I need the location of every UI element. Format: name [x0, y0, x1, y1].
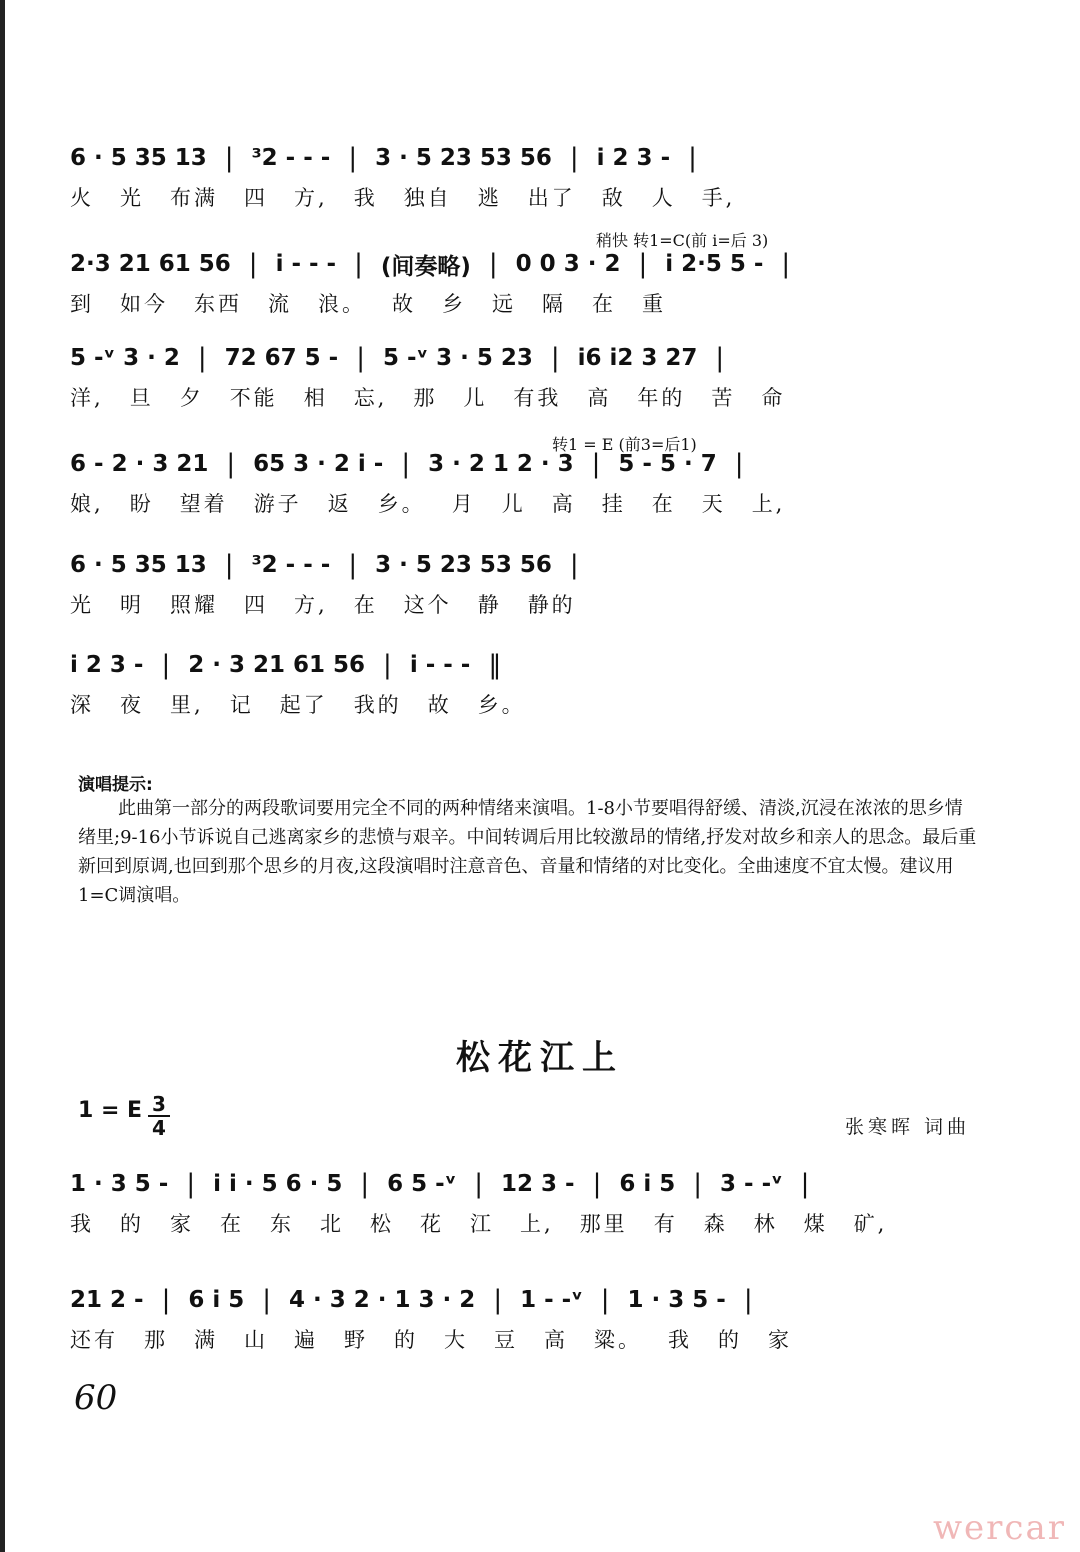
lyric-syllable: 夕 — [179, 386, 204, 410]
barline: | — [360, 1169, 370, 1199]
left-edge-rule — [0, 0, 5, 1552]
lyric-syllable: 大 — [444, 1328, 468, 1352]
lyric-syllable: 挂 — [601, 492, 626, 516]
lyric-syllable: 花 — [420, 1212, 444, 1236]
lyric-syllable: 乡 — [442, 292, 466, 316]
note-group: 21 2 - — [70, 1287, 144, 1313]
tips-body: 此曲第一部分的两段歌词要用完全不同的两种情绪来演唱。1-8小节要唱得舒缓、清淡,沉浸在浓浓的思乡情绪里;9-16小节诉说自己逃离家乡的悲愤与艰辛。中间转调后用比较激昂的情绪,抒发对故乡和亲人的思念。最后重新回到原调,也回到那个思乡的月夜,这段演唱时注意音色、音量和情绪的对比变化。全曲速度不宜太慢。建议用1=C调演唱。 — [78, 798, 977, 906]
note-group: 3 · 5 23 53 56 — [375, 552, 552, 578]
note-group: 3 - -ᵛ — [720, 1171, 783, 1197]
note-group: ³2 - - - — [251, 145, 331, 171]
lyric-syllable: 家 — [768, 1328, 792, 1352]
lyric-syllable: 流 — [268, 292, 292, 316]
lyric-syllable: 的 — [120, 1212, 144, 1236]
lyric-syllable: 还有 — [70, 1328, 118, 1352]
barline: | — [493, 1285, 503, 1315]
lyric-syllable: 敌 — [601, 186, 626, 210]
lyric-syllable: 返 — [327, 492, 352, 516]
barline: | — [800, 1169, 810, 1199]
note-group: 0 0 3 · 2 — [515, 251, 621, 277]
lyrics-row — [70, 1320, 980, 1358]
lyric-syllable: 这个 — [403, 593, 452, 617]
page-number: 60 — [74, 1378, 118, 1418]
lyric-syllable: 的 — [718, 1328, 742, 1352]
lyric-syllable: 不能 — [229, 386, 278, 410]
barline: | — [715, 343, 725, 373]
lyric-syllable: 里, — [170, 693, 204, 717]
lyric-syllable: 静的 — [527, 593, 576, 617]
meter-top: 3 — [152, 1092, 166, 1116]
lyric-syllable: 粱。 — [594, 1328, 642, 1352]
score-system-4 — [70, 444, 980, 522]
lyric-syllable: 明 — [120, 593, 144, 617]
note-group: i i · 5 6 · 5 — [213, 1171, 343, 1197]
lyric-syllable: 在 — [592, 292, 616, 316]
notation-row — [70, 545, 980, 585]
key-change-annotation: 转1 = E (前3=后1) — [552, 435, 697, 454]
lyric-syllable: 有 — [653, 1212, 678, 1236]
lyric-syllable: 起了 — [279, 693, 328, 717]
lyric-syllable: 故 — [427, 693, 452, 717]
note-group: i 2·5 5 - — [665, 251, 764, 277]
lyric-syllable: 苦 — [711, 386, 736, 410]
lyrics-row — [70, 378, 980, 416]
note-group: 5 -ᵛ 3 · 2 — [70, 345, 180, 371]
note-group: 5 - 5 · 7 — [618, 451, 717, 477]
notation-row — [70, 444, 980, 484]
barline: | — [226, 449, 236, 479]
lyric-syllable: 远 — [492, 292, 516, 316]
lyric-syllable: 四 — [244, 186, 268, 210]
barline: | — [262, 1285, 272, 1315]
lyric-syllable: 乡。 — [377, 492, 426, 516]
lyric-syllable: 高 — [551, 492, 576, 516]
notation-row — [70, 138, 980, 178]
barline: | — [248, 249, 258, 279]
lyric-syllable: 月 — [451, 492, 476, 516]
notation-row — [70, 338, 980, 378]
lyric-syllable: 望着 — [179, 492, 228, 516]
note-group: 72 67 5 - — [224, 345, 339, 371]
lyric-syllable: 野 — [344, 1328, 368, 1352]
barline: | — [592, 1169, 602, 1199]
lyric-syllable: 隔 — [542, 292, 566, 316]
lyric-syllable: 在 — [353, 593, 378, 617]
lyric-syllable: 四 — [244, 593, 268, 617]
note-group: 4 · 3 2 · 1 3 · 2 — [289, 1287, 476, 1313]
barline: | — [224, 143, 234, 173]
barline: | — [161, 1285, 171, 1315]
score-system-6 — [70, 645, 980, 723]
barline: | — [550, 343, 560, 373]
lyric-syllable: 光 — [70, 593, 94, 617]
lyric-syllable: 到 — [70, 292, 94, 316]
barline: ‖ — [488, 650, 502, 680]
lyric-syllable: 那 — [413, 386, 438, 410]
lyric-syllable: 煤 — [803, 1212, 828, 1236]
lyric-syllable: 火 — [70, 186, 94, 210]
notation-row — [70, 1280, 980, 1320]
barline: | — [186, 1169, 196, 1199]
lyric-syllable: 高 — [587, 386, 612, 410]
lyric-syllable: 高 — [544, 1328, 568, 1352]
note-group: i6 i2 3 27 — [577, 345, 698, 371]
barline: | — [354, 249, 363, 279]
barline: | — [600, 1285, 610, 1315]
note-group: 1 · 3 5 - — [627, 1287, 726, 1313]
lyric-syllable: 如今 — [120, 292, 168, 316]
lyric-syllable: 北 — [320, 1212, 344, 1236]
barline: | — [356, 343, 365, 373]
note-group: i 2 3 - — [70, 652, 144, 678]
note-group: 6 - 2 · 3 21 — [70, 451, 209, 477]
song2-system-2 — [70, 1280, 980, 1358]
lyric-syllable: 照耀 — [170, 593, 218, 617]
barline: | — [383, 650, 392, 680]
lyric-syllable: 我 — [353, 186, 378, 210]
lyric-syllable: 我 — [668, 1328, 692, 1352]
lyric-syllable: 记 — [229, 693, 254, 717]
lyric-syllable: 相 — [303, 386, 328, 410]
barline: | — [224, 550, 234, 580]
lyric-syllable: 东西 — [194, 292, 242, 316]
lyric-syllable: 故 — [392, 292, 416, 316]
note-group: 3 · 5 23 53 56 — [375, 145, 552, 171]
lyric-syllable: 逃 — [477, 186, 502, 210]
lyric-syllable: 那 — [144, 1328, 168, 1352]
barline: | — [569, 550, 579, 580]
watermark: wercar — [932, 1508, 1066, 1548]
barline: | — [488, 249, 498, 279]
notation-row — [70, 1164, 980, 1204]
lyric-syllable: 东 — [270, 1212, 294, 1236]
score-system-3 — [70, 338, 980, 416]
lyric-syllable: 上, — [751, 492, 786, 516]
lyric-syllable: 山 — [244, 1328, 268, 1352]
notation-row — [70, 244, 980, 284]
lyric-syllable: 命 — [761, 386, 786, 410]
lyric-syllable: 江 — [470, 1212, 494, 1236]
barline: | — [197, 343, 207, 373]
note-group: 3 · 2 1 2 · 3 — [428, 451, 574, 477]
note-group: i 2 3 - — [596, 145, 671, 171]
composer-credit: 张寒晖 词曲 — [844, 1116, 970, 1138]
lyric-syllable: 洋, — [70, 386, 104, 410]
lyric-syllable: 我的 — [353, 693, 402, 717]
note-group: 2 · 3 21 61 56 — [188, 652, 366, 678]
barline: | — [591, 449, 601, 479]
note-group: 1 - -ᵛ — [520, 1287, 583, 1313]
lyrics-row — [70, 585, 980, 623]
lyric-syllable: 那里 — [579, 1212, 628, 1236]
note-group: 1 · 3 5 - — [70, 1171, 169, 1197]
barline: | — [638, 249, 648, 279]
lyric-syllable: 静 — [477, 593, 502, 617]
lyric-syllable: 出了 — [527, 186, 576, 210]
lyric-syllable: 遍 — [294, 1328, 318, 1352]
lyric-syllable: 儿 — [463, 386, 488, 410]
lyric-syllable: 光 — [120, 186, 144, 210]
lyric-syllable: 独自 — [403, 186, 452, 210]
lyrics-row — [70, 685, 980, 723]
tips-heading: 演唱提示: — [78, 775, 153, 795]
note-group: 65 3 · 2 i - — [253, 451, 384, 477]
barline: | — [734, 449, 744, 479]
score-system-1 — [70, 138, 980, 216]
song2-system-1 — [70, 1164, 980, 1242]
lyrics-row — [70, 1204, 980, 1242]
key-signature: 1 = E — [78, 1098, 143, 1123]
note-group: (间奏略) — [380, 253, 471, 280]
lyric-syllable: 布满 — [170, 186, 218, 210]
note-group: 6 · 5 35 13 — [70, 145, 207, 171]
barline: | — [474, 1169, 484, 1199]
note-group: i - - - — [409, 652, 471, 678]
barline: | — [161, 650, 171, 680]
lyric-syllable: 手, — [701, 186, 736, 210]
score-system-5 — [70, 545, 980, 623]
score-system-2 — [70, 244, 980, 322]
barline: | — [688, 143, 697, 173]
lyric-syllable: 盼 — [129, 492, 154, 516]
lyric-syllable: 游子 — [253, 492, 302, 516]
barline: | — [569, 143, 579, 173]
lyric-syllable: 的 — [394, 1328, 418, 1352]
lyric-syllable: 有我 — [513, 386, 562, 410]
lyric-syllable: 我 — [70, 1212, 94, 1236]
lyric-syllable: 在 — [220, 1212, 244, 1236]
lyric-syllable: 忘, — [353, 386, 388, 410]
meter-bottom: 4 — [152, 1116, 166, 1140]
lyrics-row — [70, 484, 980, 522]
note-group: 6 i 5 — [619, 1171, 676, 1197]
song-title: 松花江上 — [456, 1038, 624, 1078]
barline: | — [401, 449, 411, 479]
lyric-syllable: 人 — [651, 186, 676, 210]
lyric-syllable: 重 — [642, 292, 666, 316]
tempo-key-annotation: 稍快 转1=C(前 i=后 3) — [596, 231, 769, 250]
note-group: 5 -ᵛ 3 · 5 23 — [382, 345, 533, 371]
lyric-syllable: 在 — [651, 492, 676, 516]
lyric-syllable: 家 — [170, 1212, 194, 1236]
lyric-syllable: 夜 — [120, 693, 144, 717]
note-group: 6 i 5 — [188, 1287, 245, 1313]
barline: | — [693, 1169, 703, 1199]
lyric-syllable: 林 — [753, 1212, 778, 1236]
note-group: ³2 - - - — [251, 552, 331, 578]
lyric-syllable: 年的 — [637, 386, 686, 410]
lyric-syllable: 乡。 — [477, 693, 526, 717]
lyric-syllable: 矿, — [853, 1212, 888, 1236]
barline: | — [781, 249, 791, 279]
time-signature — [148, 1094, 170, 1138]
note-group: 6 5 -ᵛ — [387, 1171, 457, 1197]
barline: | — [743, 1285, 753, 1315]
lyric-syllable: 娘, — [70, 492, 104, 516]
lyric-syllable: 深 — [70, 693, 94, 717]
note-group: i - - - — [275, 251, 337, 277]
lyric-syllable: 豆 — [494, 1328, 518, 1352]
notation-row — [70, 645, 980, 685]
note-group: 12 3 - — [501, 1171, 575, 1197]
lyric-syllable: 浪。 — [318, 292, 366, 316]
lyric-syllable: 方, — [294, 186, 328, 210]
lyric-syllable: 儿 — [501, 492, 526, 516]
lyrics-row — [70, 284, 980, 322]
lyrics-row — [70, 178, 980, 216]
lyric-syllable: 森 — [703, 1212, 728, 1236]
barline: | — [348, 550, 358, 580]
lyric-syllable: 满 — [194, 1328, 218, 1352]
note-group: 6 · 5 35 13 — [70, 552, 207, 578]
lyric-syllable: 天 — [701, 492, 726, 516]
lyric-syllable: 松 — [370, 1212, 394, 1236]
lyric-syllable: 旦 — [129, 386, 154, 410]
barline: | — [348, 143, 358, 173]
lyric-syllable: 方, — [294, 593, 328, 617]
lyric-syllable: 上, — [520, 1212, 554, 1236]
note-group: 2·3 21 61 56 — [70, 251, 231, 277]
